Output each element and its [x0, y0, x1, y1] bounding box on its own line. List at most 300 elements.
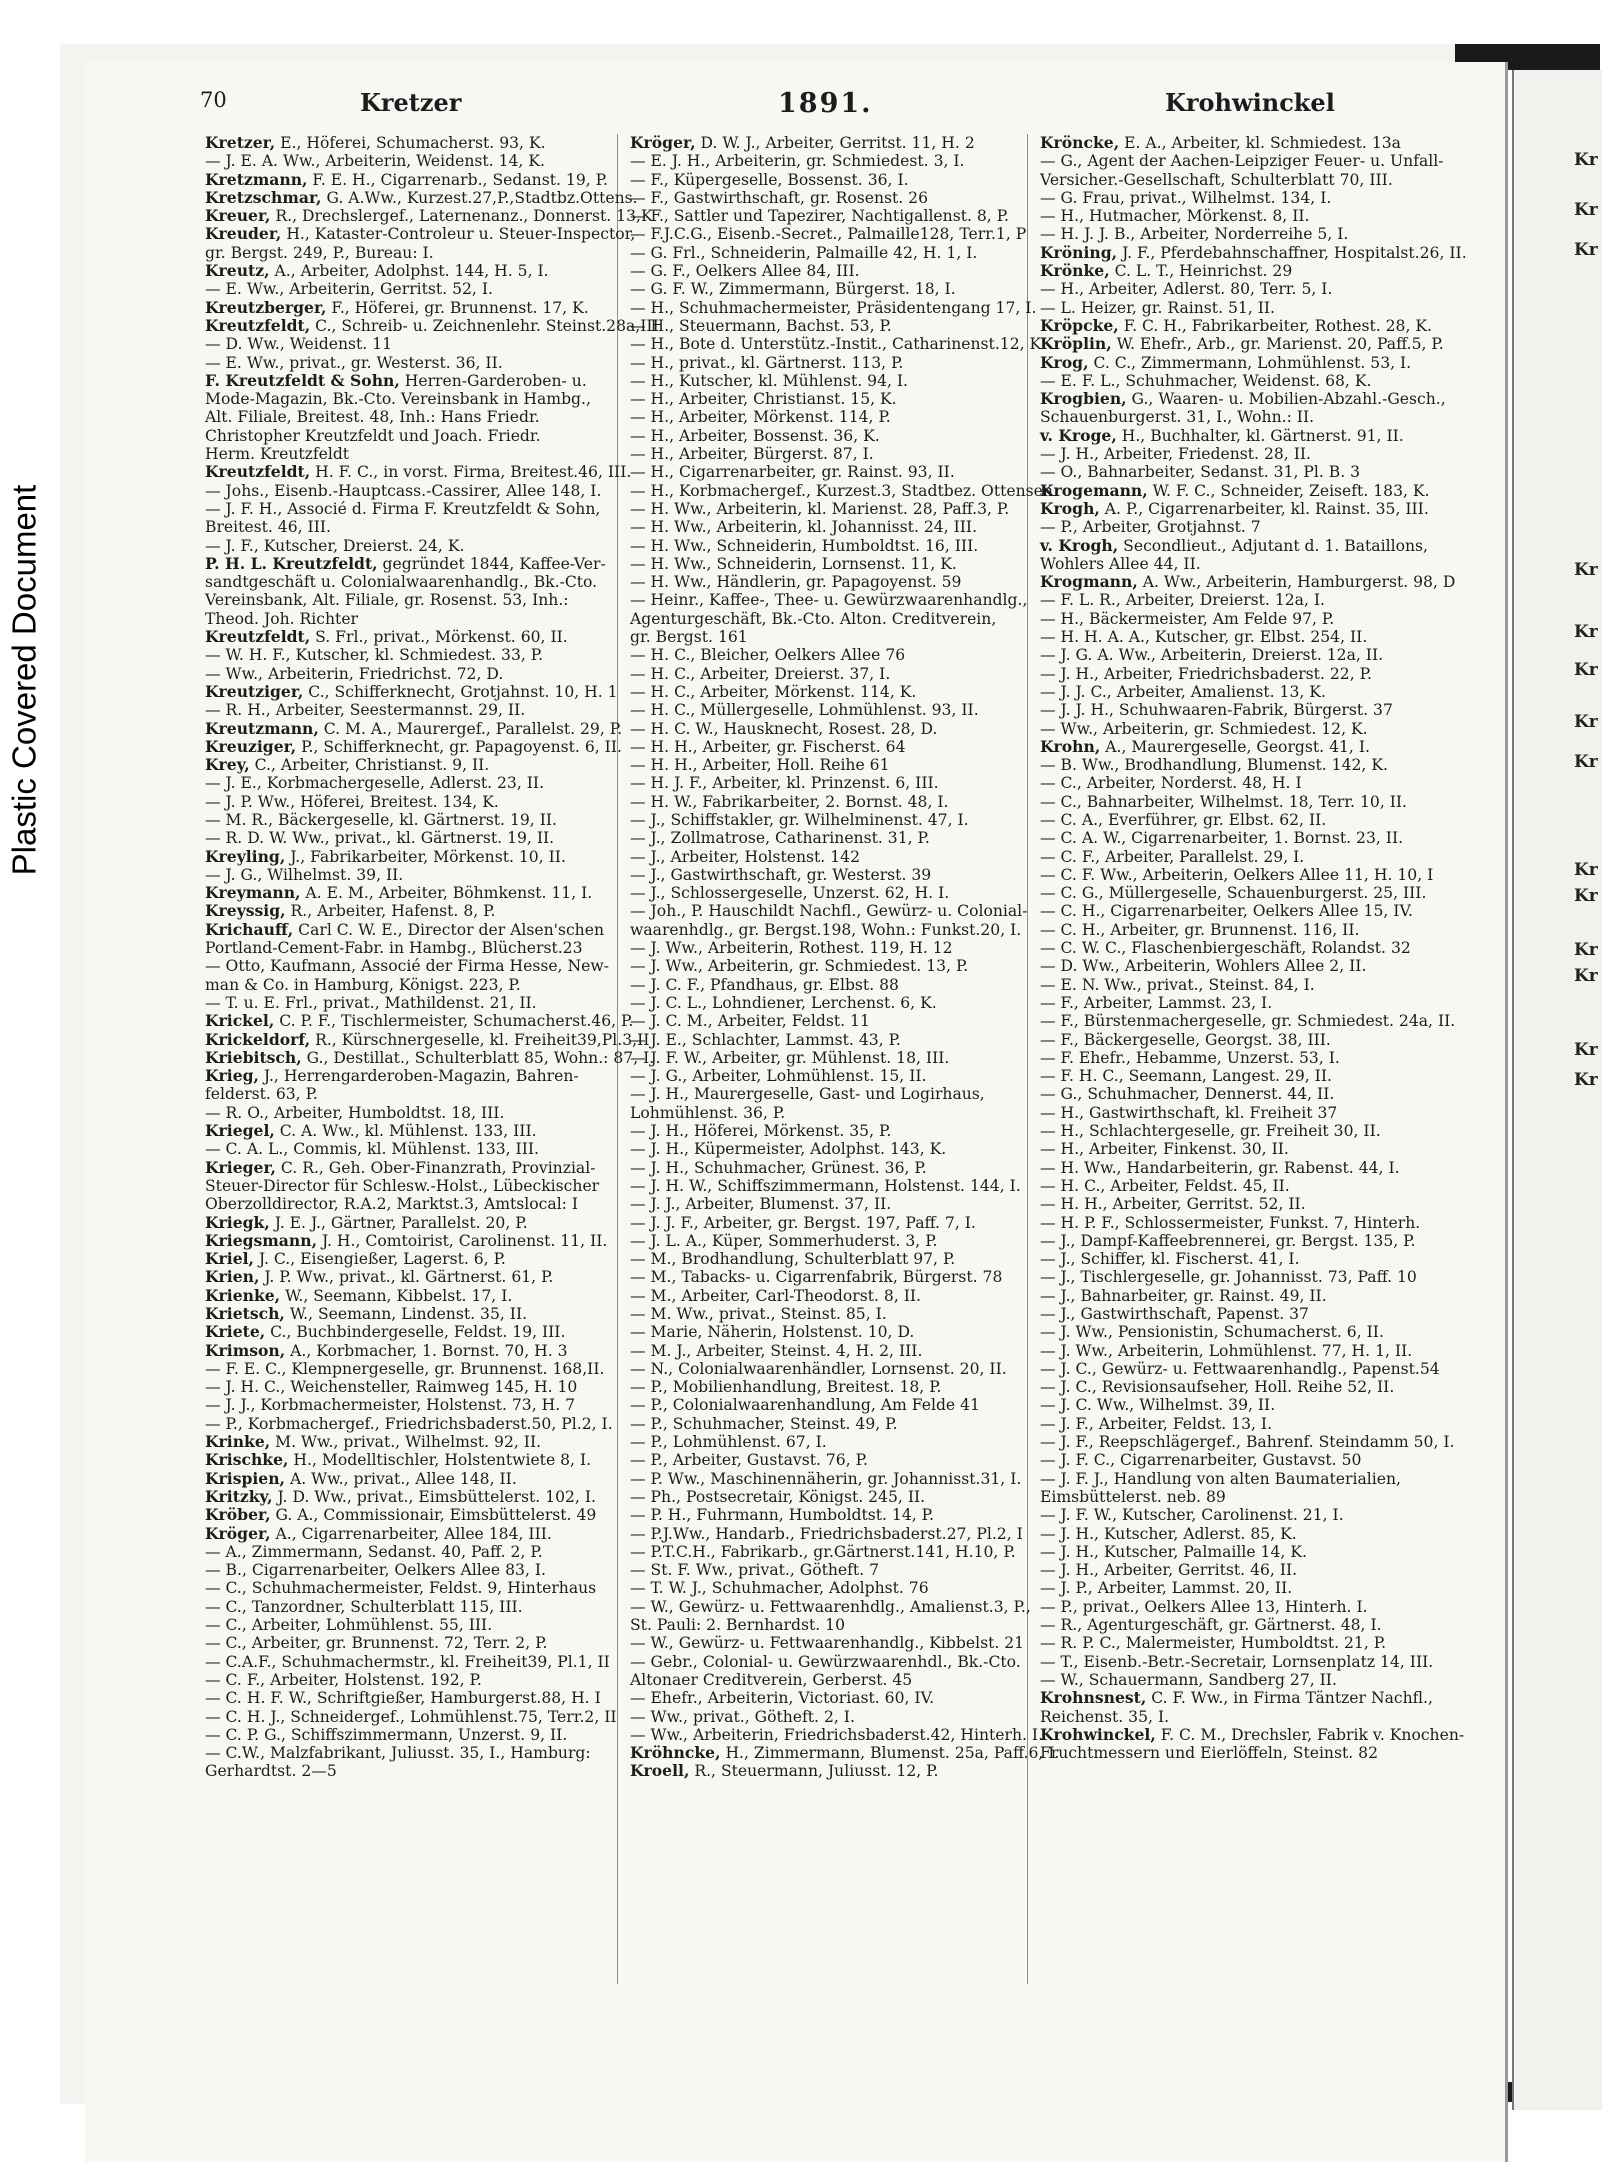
entry-text: — C. H., Arbeiter, gr. Brunnenst. 116, II. [1040, 920, 1360, 939]
directory-entry [630, 665, 1010, 683]
entry-text: Herren-Garderoben- u. [399, 371, 587, 390]
entry-text: — J. F., Reepschlägergef., Bahrenf. Steindamm 50, I. [1040, 1433, 1455, 1452]
entry-text: — G. F. W., Zimmermann, Bürgerst. 18, I. [630, 280, 956, 299]
directory-entry [205, 976, 600, 994]
entry-text: — C., Arbeiter, gr. Brunnenst. 72, Terr. 2, P. [205, 1634, 548, 1653]
entry-text: Schauenburgerst. 31, I., Wohn.: II. [1040, 408, 1315, 427]
directory-entry [630, 1323, 1010, 1341]
entry-text: Secondlieut., Adjutant d. 1. Bataillons, [1118, 536, 1428, 555]
entry-surname: Kröncke, [1040, 133, 1120, 152]
directory-entry [630, 1250, 1010, 1268]
entry-text: — J. F. W., Kutscher, Carolinenst. 21, I. [1040, 1506, 1344, 1525]
directory-entry [1040, 1305, 1465, 1323]
entry-text: J. C., Eisengießer, Lagerst. 6, P. [253, 1250, 506, 1269]
right-catchword: Krohwinckel [1165, 88, 1335, 117]
entry-surname: Kreutziger, [205, 681, 304, 701]
entry-surname: Krohwinckel, [1040, 1724, 1156, 1744]
entry-text: Eimsbüttelerst. neb. 89 [1040, 1487, 1226, 1506]
entry-text: — E. Ww., Arbeiterin, Gerritst. 52, I. [205, 280, 493, 299]
directory-entry [1040, 482, 1465, 500]
entry-surname: Krey, [205, 755, 250, 775]
directory-entry [205, 902, 600, 920]
directory-entry [205, 1122, 600, 1140]
entry-text: — G., Schuhmacher, Dennerst. 44, II. [1040, 1085, 1335, 1104]
directory-entry [205, 957, 609, 976]
directory-entry [630, 1031, 1010, 1049]
directory-entry [205, 919, 604, 939]
entry-surname: Krieger, [205, 1157, 276, 1177]
entry-surname: Kriebitsch, [205, 1047, 302, 1067]
directory-entry [205, 1598, 600, 1616]
directory-entry [630, 811, 1010, 829]
directory-entry [205, 1671, 600, 1689]
entry-surname: Kröpcke, [1040, 315, 1119, 335]
entry-text: — J. H. W., Schiffszimmermann, Holstenst. 144, I. [630, 1176, 1021, 1195]
directory-entry [205, 537, 600, 555]
directory-entry [205, 1177, 600, 1195]
entry-text: — H., Arbeiter, Finkenst. 30, II. [1040, 1140, 1289, 1159]
directory-entry [1040, 317, 1465, 335]
directory-entry [630, 793, 1010, 811]
entry-text: — J., Schiffer, kl. Fischerst. 41, I. [1040, 1250, 1300, 1269]
entry-text: Reichenst. 35, I. [1040, 1707, 1170, 1726]
entry-text: — Joh., P. Hauschildt Nachfl., Gewürz- u. Colonial- [630, 902, 1028, 921]
entry-surname: Krispien, [205, 1468, 285, 1488]
adjacent-page-fragment: Kr [1574, 940, 1598, 960]
entry-surname: Kriete, [205, 1322, 266, 1342]
adjacent-page-fragment: Kr [1574, 966, 1598, 986]
directory-entry [630, 1012, 1010, 1030]
entry-text: — C. P. G., Schiffszimmermann, Unzerst. 9, II. [205, 1725, 568, 1744]
directory-entry [1040, 262, 1465, 280]
entry-text: — J. E. A. Ww., Arbeiterin, Weidenst. 14, K. [205, 152, 545, 171]
directory-entry [205, 280, 600, 298]
entry-text: — H., Arbeiter, Bürgerst. 87, I. [630, 445, 874, 464]
entry-text: — R. P. C., Malermeister, Humboldtst. 21, P. [1040, 1634, 1387, 1653]
entry-text: — H. C., Arbeiter, Dreierst. 37, I. [630, 664, 891, 683]
entry-text: — H. H. A. A., Kutscher, gr. Elbst. 254, II. [1040, 628, 1368, 647]
directory-entry [1040, 244, 1465, 262]
directory-entry [1040, 555, 1465, 573]
directory-entry [630, 537, 1010, 555]
directory-entry [1040, 1140, 1465, 1158]
entry-text: J. D. Ww., privat., Eimsbüttelerst. 102, I. [272, 1487, 596, 1506]
entry-text: Theod. Joh. Richter [205, 609, 359, 628]
entry-surname: Kreuer, [205, 206, 271, 226]
entry-text: — J., Tischlergeselle, gr. Johannisst. 73, Paff. 10 [1040, 1268, 1417, 1287]
entry-text: Carl C. W. E., Director der Alsen'schen [293, 920, 604, 939]
entry-text: — M. Ww., privat., Steinst. 85, I. [630, 1305, 887, 1323]
directory-entry [630, 1616, 1010, 1634]
directory-entry [1040, 1049, 1465, 1067]
entry-text: A. P., Cigarrenarbeiter, kl. Rainst. 35, III. [1099, 499, 1429, 518]
directory-entry [205, 1396, 600, 1414]
directory-entry [1040, 408, 1465, 426]
directory-entry [630, 1067, 1010, 1085]
entry-surname: Krogemann, [1040, 480, 1148, 500]
entry-surname: Kriegk, [205, 1212, 270, 1232]
directory-entry [1040, 1744, 1465, 1762]
directory-entry [630, 976, 1010, 994]
year-heading: 1891. [778, 88, 873, 119]
directory-entry [205, 665, 600, 683]
entry-text: — A., Zimmermann, Sedanst. 40, Paff. 2, P. [205, 1542, 543, 1561]
directory-entry [205, 1287, 600, 1305]
entry-text: E. A., Arbeiter, kl. Schmiedest. 13a [1119, 134, 1401, 152]
directory-entry [205, 244, 600, 262]
entry-text: J., Herrengarderoben-Magazin, Bahren- [258, 1067, 579, 1086]
entry-text: — J. J., Korbmachermeister, Holstenst. 73, H. 7 [205, 1396, 576, 1415]
directory-entry [1040, 1653, 1465, 1671]
directory-entry [1040, 646, 1465, 664]
entry-text: — J. P. Ww., Höferei, Breitest. 134, K. [205, 792, 499, 811]
adjacent-page-fragment: Kr [1574, 150, 1598, 170]
directory-entry [1040, 1195, 1465, 1213]
entry-text: — H., Steuermann, Bachst. 53, P. [630, 316, 892, 335]
entry-text: — W., Schauermann, Sandberg 27, II. [1040, 1670, 1337, 1689]
entry-text: gr. Bergst. 161 [630, 628, 748, 647]
entry-text: C., Buchbindergeselle, Feldst. 19, III. [265, 1323, 566, 1342]
directory-entry [205, 701, 600, 719]
directory-entry [1040, 811, 1465, 829]
entry-text: — F. E. C., Klempnergeselle, gr. Brunnenst. 168,II. [205, 1359, 605, 1378]
directory-entry [205, 1085, 600, 1103]
entry-text: — P., Mobilienhandlung, Breitest. 18, P. [630, 1378, 942, 1397]
entry-text: — R., Agenturgeschäft, gr. Gärtnerst. 48, I. [1040, 1616, 1382, 1635]
directory-entry [1040, 1177, 1465, 1195]
entry-text: H., Zimmermann, Blumenst. 25a, Paff.6, I. [720, 1744, 1060, 1763]
entry-text: C., Schreib- u. Zeichnenlehr. Steinst.28a,III [310, 316, 659, 335]
directory-entry [205, 829, 600, 847]
entry-text: — J., Bahnarbeiter, gr. Rainst. 49, II. [1040, 1286, 1327, 1305]
entry-text: — F., Küpergeselle, Bossenst. 36, I. [630, 170, 909, 189]
entry-text: — H. W., Fabrikarbeiter, 2. Bornst. 48, I. [630, 792, 949, 811]
entry-text: F. E. H., Cigarrenarb., Sedanst. 19, P. [307, 170, 608, 189]
directory-entry [630, 1488, 1010, 1506]
entry-text: — R. D. W. Ww., privat., kl. Gärtnerst. 19, II. [205, 829, 555, 848]
entry-surname: Kröger, [630, 133, 696, 152]
directory-entry [1040, 1525, 1465, 1543]
directory-entry [630, 1579, 1010, 1597]
entry-surname: Kretzer, [205, 133, 276, 152]
entry-text: Wohlers Allee 44, II. [1040, 554, 1201, 573]
directory-entry [1040, 756, 1465, 774]
directory-entry [630, 481, 1053, 500]
directory-entry [1040, 1378, 1465, 1396]
directory-entry [630, 1232, 1010, 1250]
directory-entry [205, 811, 600, 829]
entry-text: — C. F., Arbeiter, Parallelst. 29, I. [1040, 847, 1305, 866]
entry-surname: Krimson, [205, 1340, 286, 1360]
directory-entry [205, 1470, 600, 1488]
entry-surname: Krogbien, [1040, 389, 1127, 409]
entry-text: — H. J. F., Arbeiter, kl. Prinzenst. 6, III. [630, 774, 939, 793]
directory-entry [1040, 189, 1465, 207]
entry-text: — H., privat., kl. Gärtnerst. 113, P. [630, 353, 904, 372]
entry-surname: Kröplin, [1040, 334, 1112, 354]
directory-entry [630, 1708, 1010, 1726]
directory-entry [630, 1214, 1010, 1232]
entry-text: H., Buchhalter, kl. Gärtnerst. 91, II. [1116, 426, 1404, 445]
entry-text: — P., Lohmühlenst. 67, I. [630, 1433, 827, 1452]
directory-entry [630, 134, 1010, 152]
directory-entry [630, 1433, 1010, 1451]
directory-entry [205, 1506, 600, 1524]
entry-text: — H. Ww., Handarbeiterin, gr. Rabenst. 44, I. [1040, 1158, 1400, 1177]
directory-entry [630, 1524, 1023, 1543]
entry-text: G. A.Ww., Kurzest.27,P.,Stadtbz.Ottens. [321, 188, 638, 207]
directory-entry [630, 1725, 1044, 1744]
directory-entry [1040, 152, 1465, 170]
entry-text: — N., Colonialwaarenhändler, Lornsenst. 20, II. [630, 1359, 1007, 1378]
entry-surname: Krohnsnest, [1040, 1688, 1147, 1708]
directory-entry [1040, 1543, 1465, 1561]
directory-entry [205, 1579, 600, 1597]
entry-text: Lohmühlenst. 36, P. [630, 1103, 786, 1122]
entry-surname: P. H. L. Kreutzfeldt, [205, 553, 378, 573]
entry-text: — H. Ww., Arbeiterin, kl. Marienst. 28, Paff.3, P. [630, 499, 1010, 518]
entry-text: — H. Ww., Schneiderin, Humboldtst. 16, III. [630, 536, 979, 555]
directory-entry [205, 1104, 600, 1122]
column-middle [630, 133, 1060, 2094]
entry-text: G., Destillat., Schulterblatt 85, Wohn.: 87, I. [301, 1048, 655, 1067]
entry-text: — J., Gastwirthschaft, Papenst. 37 [1040, 1305, 1309, 1323]
directory-entry [205, 610, 600, 628]
entry-text: — C. H., Cigarrenarbeiter, Oelkers Allee 15, IV. [1040, 902, 1413, 921]
entry-text: sandtgeschäft u. Colonialwaarenhandlg., Bk.-Cto. [205, 573, 598, 592]
entry-text: — H. C., Müllergeselle, Lohmühlenst. 93, II. [630, 701, 979, 720]
directory-entry [205, 1342, 600, 1360]
entry-text: Breitest. 46, III. [205, 518, 331, 537]
directory-entry [630, 1542, 1016, 1561]
directory-entry [630, 463, 1010, 481]
directory-entry [630, 1268, 1010, 1286]
directory-entry [205, 1214, 600, 1232]
entry-text: — Gebr., Colonial- u. Gewürzwaarenhdl., Bk.-Cto. [630, 1652, 1021, 1671]
directory-entry [1040, 207, 1465, 225]
entry-text: — F. H. C., Seemann, Langest. 29, II. [1040, 1067, 1332, 1086]
directory-entry [205, 848, 600, 866]
entry-text: — F., Gastwirthschaft, gr. Rosenst. 26 [630, 188, 929, 207]
directory-entry [1040, 573, 1465, 591]
entry-text: — P. H., Fuhrmann, Humboldtst. 14, P. [630, 1506, 934, 1525]
entry-text: — J. F. H., Associé d. Firma F. Kreutzfeldt & Sohn, [205, 499, 601, 518]
entry-text: — P. Ww., Maschinennäherin, gr. Johannisst.31, I. [630, 1469, 1022, 1488]
directory-entry [1040, 518, 1465, 536]
directory-entry [205, 1726, 600, 1744]
directory-entry [205, 169, 608, 189]
entry-text: — P., privat., Oelkers Allee 13, Hinterh. I. [1040, 1597, 1368, 1616]
entry-surname: Krischke, [205, 1450, 289, 1470]
entry-text: — H. P. F., Schlossermeister, Funkst. 7, Hinterh. [1040, 1213, 1421, 1232]
entry-text: J. P. Ww., privat., kl. Gärtnerst. 61, P. [259, 1268, 554, 1287]
entry-text: felderst. 63, P. [205, 1085, 318, 1104]
entry-text: — H., Arbeiter, Mörkenst. 114, P. [630, 408, 891, 427]
directory-entry [1040, 866, 1465, 884]
directory-entry [205, 1652, 610, 1671]
entry-text: — H. H., Arbeiter, Gerritst. 52, II. [1040, 1195, 1306, 1214]
directory-entry [205, 224, 636, 244]
entry-text: — J. F. J., Handlung von alten Baumaterialien, [1040, 1469, 1401, 1488]
column-left [205, 133, 659, 2094]
adjacent-page-fragment: Kr [1574, 660, 1598, 680]
entry-text: — H. Ww., Händlerin, gr. Papagoyenst. 59 [630, 573, 962, 592]
entry-text: Agenturgeschäft, Bk.-Cto. Alton. Creditverein, [630, 609, 997, 628]
directory-entry [205, 1323, 600, 1341]
directory-entry [1040, 1634, 1465, 1652]
entry-text: — M. J., Arbeiter, Steinst. 4, H. 2, III. [630, 1341, 923, 1360]
entry-text: — W. H. F., Kutscher, kl. Schmiedest. 33, P. [205, 646, 544, 665]
entry-text: J. F., Pferdebahnschaffner, Hospitalst.26, II. [1117, 243, 1467, 262]
entry-surname: Kreutzfeldt, [205, 315, 311, 335]
entry-text: C. C., Zimmermann, Lohmühlenst. 53, I. [1088, 353, 1412, 372]
entry-text: Altonaer Creditverein, Gerberst. 45 [630, 1670, 913, 1689]
entry-text: Christopher Kreutzfeldt und Joach. Friedr. [205, 426, 541, 445]
entry-text: — J. H., Höferei, Mörkenst. 35, P. [630, 1122, 892, 1141]
entry-text: — B., Cigarrenarbeiter, Oelkers Allee 83, I. [205, 1561, 546, 1580]
directory-entry [1040, 1250, 1465, 1268]
directory-entry [1040, 1159, 1465, 1177]
directory-entry [205, 1011, 634, 1031]
directory-entry [630, 408, 1010, 426]
directory-entry [630, 848, 1010, 866]
directory-entry [1040, 902, 1465, 920]
entry-text: — H. H., Arbeiter, gr. Fischerst. 64 [630, 737, 906, 756]
directory-entry [1040, 976, 1465, 994]
entry-text: — J. J. H., Schuhwaaren-Fabrik, Bürgerst. 37 [1040, 701, 1393, 720]
directory-entry [630, 884, 1010, 902]
directory-entry [630, 1176, 1021, 1195]
entry-text: — C., Arbeiter, Norderst. 48, H. I [1040, 774, 1302, 793]
directory-entry [1040, 1122, 1465, 1140]
directory-entry [1040, 1616, 1465, 1634]
directory-entry [630, 1762, 1010, 1780]
entry-text: — H., Hutmacher, Mörkenst. 8, II. [1040, 207, 1310, 226]
adjacent-page-edge [1512, 70, 1602, 2110]
entry-surname: Kreutzfeldt, [205, 627, 311, 647]
directory-entry [1040, 1579, 1465, 1597]
entry-text: W. Ehefr., Arb., gr. Marienst. 20, Paff.5, P. [1111, 335, 1444, 354]
directory-entry [205, 1744, 600, 1762]
entry-text: W. F. C., Schneider, Zeiseft. 183, K. [1147, 481, 1430, 500]
entry-text: Vereinsbank, Alt. Filiale, gr. Rosenst. 53, Inh.: [205, 591, 569, 610]
entry-text: — H., Kutscher, kl. Mühlenst. 94, I. [630, 371, 909, 390]
directory-entry [1040, 171, 1465, 189]
directory-entry [1040, 665, 1465, 683]
entry-text: Herm. Kreutzfeldt [205, 445, 350, 464]
entry-text: W., Seemann, Lindenst. 35, II. [284, 1305, 528, 1323]
directory-entry [630, 774, 1010, 792]
entry-text: C., Arbeiter, Christianst. 9, II. [249, 756, 490, 775]
directory-entry [630, 152, 1010, 170]
entry-surname: Krogmann, [1040, 572, 1138, 592]
entry-surname: Kriegsmann, [205, 1230, 318, 1250]
entry-surname: Kröhncke, [630, 1743, 721, 1763]
entry-text: — C. A. W., Cigarrenarbeiter, 1. Bornst. 23, II. [1040, 829, 1404, 848]
directory-entry [205, 756, 600, 774]
entry-text: — J. C. M., Arbeiter, Feldst. 11 [630, 1012, 870, 1031]
entry-text: — J., Schlossergeselle, Unzerst. 62, H. I. [630, 884, 950, 903]
entry-text: Portland-Cement-Fabr. in Hambg., Blücherst.23 [205, 939, 583, 958]
directory-entry [630, 628, 1010, 646]
entry-text: — C. W. C., Flaschenbiergeschäft, Rolandst. 32 [1040, 939, 1411, 958]
entry-text: — J., Dampf-Kaffeebrennerei, gr. Bergst. 135, P. [1040, 1231, 1416, 1250]
directory-entry [630, 1085, 1010, 1103]
directory-entry [205, 884, 600, 902]
directory-entry [205, 591, 600, 609]
entry-text: G. A., Commissionair, Eimsbüttelerst. 49 [270, 1506, 597, 1525]
entry-text: — B. Ww., Brodhandlung, Blumenst. 142, K. [1040, 756, 1388, 775]
entry-text: R., Arbeiter, Hafenst. 8, P. [285, 902, 496, 921]
directory-entry [630, 317, 1010, 335]
entry-text: — P., Colonialwaarenhandlung, Am Felde 41 [630, 1396, 980, 1415]
entry-text: — J. C. F., Pfandhaus, gr. Elbst. 88 [630, 975, 899, 994]
entry-text: — J. C. L., Lohndiener, Lerchenst. 6, K. [630, 993, 937, 1012]
entry-text: — G. Frl., Schneiderin, Palmaille 42, H. 1, I. [630, 243, 978, 262]
entry-text: — F. Ehefr., Hebamme, Unzerst. 53, I. [1040, 1048, 1340, 1067]
entry-text: — H., Arbeiter, Bossenst. 36, K. [630, 426, 880, 445]
directory-entry [630, 1378, 1010, 1396]
directory-entry [205, 187, 638, 207]
entry-surname: Krohn, [1040, 736, 1101, 756]
directory-entry [205, 736, 622, 756]
directory-entry [205, 500, 600, 518]
directory-entry [1040, 500, 1465, 518]
directory-entry [630, 1469, 1022, 1488]
directory-entry [630, 939, 1010, 957]
directory-entry [1040, 1232, 1465, 1250]
entry-surname: Krienke, [205, 1285, 281, 1305]
adjacent-page-fragment: Kr [1574, 560, 1598, 580]
entry-surname: v. Krogh, [1040, 535, 1119, 555]
entry-text: C. L. T., Heinrichst. 29 [1109, 262, 1293, 281]
directory-entry [1040, 225, 1465, 243]
directory-entry [205, 335, 600, 353]
directory-entry [1040, 463, 1465, 481]
entry-text: — D. Ww., Weidenst. 11 [205, 335, 393, 354]
directory-entry [205, 718, 623, 738]
directory-entry [205, 573, 600, 591]
directory-entry [630, 610, 1010, 628]
entry-text: — P., Arbeiter, Grotjahnst. 7 [1040, 518, 1261, 537]
entry-text: — J. C. Ww., Wilhelmst. 39, II. [1040, 1396, 1276, 1415]
entry-text: A. Ww., Arbeiterin, Hamburgerst. 98, D [1137, 573, 1456, 592]
directory-entry [630, 683, 1010, 701]
directory-entry [630, 1287, 1010, 1305]
adjacent-page-fragment: Kr [1574, 200, 1598, 220]
entry-text: — J. J., Arbeiter, Blumenst. 37, II. [630, 1195, 892, 1214]
directory-entry [205, 939, 600, 957]
directory-entry [630, 720, 1010, 738]
entry-text: P., Schifferknecht, gr. Papagoyenst. 6, II. [296, 737, 622, 756]
column-rule [1027, 134, 1028, 1984]
entry-text: — J. H., Schuhmacher, Grünest. 36, P. [630, 1158, 927, 1177]
directory-entry [205, 1543, 600, 1561]
directory-entry [205, 206, 653, 226]
directory-entry [630, 591, 1028, 610]
directory-entry [205, 1707, 617, 1726]
directory-entry [205, 1159, 600, 1177]
entry-text: — J. F., Arbeiter, Feldst. 13, I. [1040, 1414, 1273, 1433]
directory-entry [205, 1359, 605, 1378]
directory-entry [1040, 1561, 1465, 1579]
entry-surname: Kriel, [205, 1249, 254, 1269]
directory-entry [630, 207, 1010, 225]
directory-entry [630, 372, 1010, 390]
directory-entry [630, 1743, 1060, 1763]
entry-text: — J. G. A. Ww., Arbeiterin, Dreierst. 12a, II. [1040, 646, 1384, 665]
entry-text: F. C. M., Drechsler, Fabrik v. Knochen- [1155, 1725, 1465, 1744]
